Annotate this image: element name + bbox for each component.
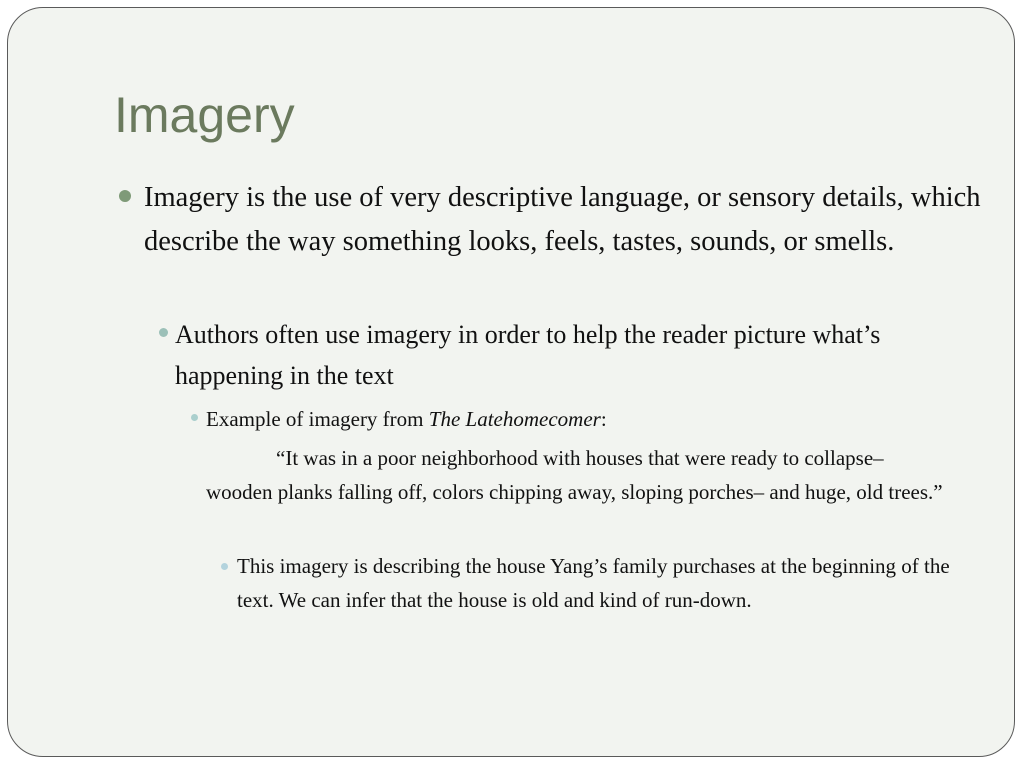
imagery-quote: “It was in a poor neighborhood with houses that were ready to collapse– wooden planks falling off, colors chipping away, sloping porches– and huge, old trees.” [206, 446, 943, 504]
slide [7, 7, 1015, 757]
bullet-dot-level2 [159, 328, 168, 337]
bullet-level4-text: This imagery is describing the house Yang’s family purchases at the beginning of the text. We can infer that the house is old and kind of run-down. [237, 554, 950, 612]
bullet-dot-level1 [119, 190, 131, 202]
example-suffix: : [600, 407, 607, 431]
book-title: The Latehomecomer [428, 407, 601, 431]
bullet-level1-text: Imagery is the use of very descriptive language, or sensory details, which describe the way something looks, feels, tastes, sounds, or smells. [144, 182, 981, 257]
example-prefix: Example of imagery from [206, 407, 429, 431]
bullet-level2-text: Authors often use imagery in order to help the reader picture what’s happening in the text [175, 320, 881, 390]
bullet-dot-level3 [191, 414, 198, 421]
bullet-level3-text [206, 404, 946, 434]
bullet-dot-level4 [221, 563, 228, 570]
slide-title: Imagery [114, 87, 295, 143]
